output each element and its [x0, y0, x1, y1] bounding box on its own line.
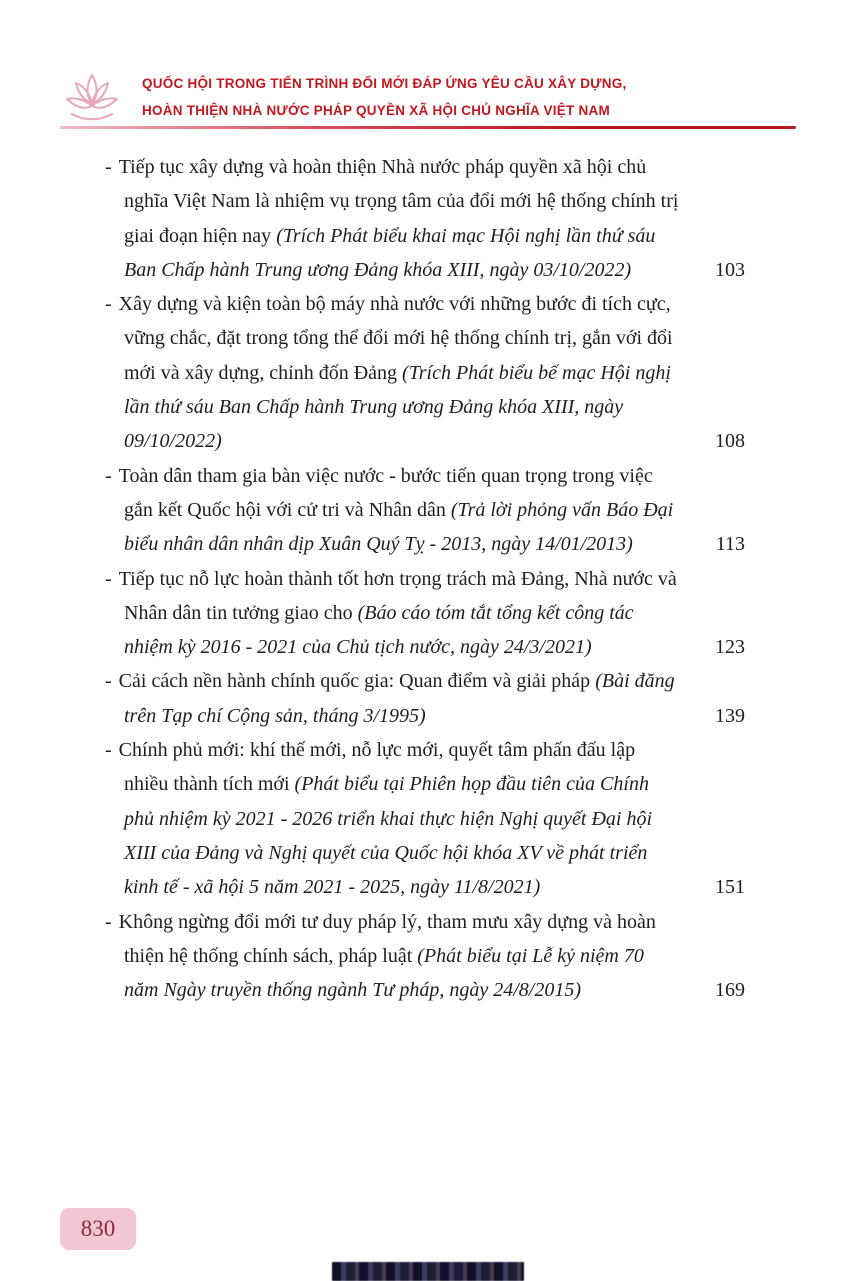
page-number: 830 [80, 1216, 116, 1241]
toc-entry-text [105, 905, 745, 1008]
entry-title: Không ngừng đổi mới tư duy pháp lý, tham mưu xây dựng và hoàn thiện hệ thống chính sách, pháp luật [118, 910, 656, 967]
page-number-badge [60, 1208, 136, 1250]
redacted-watermark [332, 1262, 524, 1281]
entry-citation: (Báo cáo tóm tắt tổng kết công tác nhiệm kỳ 2016 - 2021 của Chủ tịch nước, ngày 24/3/2021) [124, 601, 634, 659]
entry-title: Toàn dân tham gia bàn việc nước - bước tiến quan trọng trong việc gắn kết Quốc hội với cử tri và Nhân dân [118, 464, 653, 521]
page-header [60, 70, 796, 124]
entry-citation: (Trả lời phỏng vấn Báo Đại biểu nhân dân nhân dịp Xuân Quý Tỵ - 2013, ngày 14/01/2013) [124, 498, 674, 556]
book-title-line1: QUỐC HỘI TRONG TIẾN TRÌNH ĐỔI MỚI ĐÁP ỨNG YÊU CẦU XÂY DỰNG, [142, 76, 627, 91]
lotus-icon [62, 70, 122, 122]
toc-entry-text [105, 287, 745, 458]
entry-title: Tiếp tục xây dựng và hoàn thiện Nhà nước pháp quyền xã hội chủ nghĩa Việt Nam là nhiệm vụ trọng tâm của đổi mới hệ thống chính trị giai đoạn hiện nay [118, 156, 679, 247]
entry-citation: (Phát biểu tại Phiên họp đầu tiên của Chính phủ nhiệm kỳ 2021 - 2026 triển khai thực hiện Nghị quyết Đại hội XIII của Đảng và Nghị quyết của Quốc hội khóa XV về phát triển kinh tế - xã hội 5 năm 2021 - 2025, ngày 11/8/2021) [124, 773, 653, 899]
header-divider [60, 126, 796, 129]
toc-entry [105, 562, 745, 665]
entry-title: Cải cách nền hành chính quốc gia: Quan điểm và giải pháp [118, 670, 596, 693]
entry-dash: - [105, 670, 112, 693]
book-title-line2: HOÀN THIỆN NHÀ NƯỚC PHÁP QUYỀN XÃ HỘI CHỦ NGHĨA VIỆT NAM [142, 103, 610, 118]
toc-entry-text [105, 562, 745, 665]
table-of-contents [105, 150, 745, 1007]
entry-dash: - [105, 464, 112, 487]
entry-page-number: 139 [715, 704, 745, 727]
entry-dash: - [105, 910, 112, 933]
entry-citation: (Trích Phát biểu bế mạc Hội nghị lần thứ sáu Ban Chấp hành Trung ương Đảng khóa XIII, ngày 09/10/2022) [124, 361, 671, 453]
toc-entry-text [105, 733, 745, 904]
entry-page-number: 169 [715, 979, 745, 1002]
entry-page-number: 113 [715, 533, 745, 556]
toc-entry-text [105, 664, 745, 733]
entry-citation: (Trích Phát biểu khai mạc Hội nghị lần thứ sáu Ban Chấp hành Trung ương Đảng khóa XIII, ngày 03/10/2022) [124, 224, 656, 281]
toc-entry [105, 287, 745, 458]
entry-page-number: 123 [715, 636, 745, 659]
entry-title: Chính phủ mới: khí thế mới, nỗ lực mới, quyết tâm phấn đấu lập nhiều thành tích mới [118, 739, 636, 796]
toc-entry [105, 664, 745, 733]
toc-entry [105, 459, 745, 562]
toc-entry-text [105, 459, 745, 562]
entry-title: Xây dựng và kiện toàn bộ máy nhà nước với những bước đi tích cực, vững chắc, đặt trong tổng thể đổi mới hệ thống chính trị, gắn với đổi mới và xây dựng, chỉnh đốn Đảng [118, 293, 673, 384]
entry-citation: (Phát biểu tại Lễ kỷ niệm 70 năm Ngày truyền thống ngành Tư pháp, ngày 24/8/2015) [124, 944, 644, 1002]
entry-dash: - [105, 156, 112, 178]
entry-citation: (Bài đăng trên Tạp chí Cộng sản, tháng 3/1995) [124, 670, 675, 727]
toc-entry [105, 905, 745, 1008]
entry-page-number: 151 [715, 876, 745, 899]
toc-entry [105, 150, 745, 287]
book-title [142, 70, 796, 124]
entry-dash: - [105, 567, 112, 590]
toc-entry [105, 733, 745, 904]
entry-dash: - [105, 293, 112, 316]
entry-page-number: 103 [715, 258, 745, 281]
entry-title: Tiếp tục nỗ lực hoàn thành tốt hơn trọng trách mà Đảng, Nhà nước và Nhân dân tin tưởng giao cho [118, 567, 677, 624]
entry-page-number: 108 [715, 430, 745, 453]
entry-dash: - [105, 739, 112, 762]
toc-entry-text [105, 150, 745, 287]
